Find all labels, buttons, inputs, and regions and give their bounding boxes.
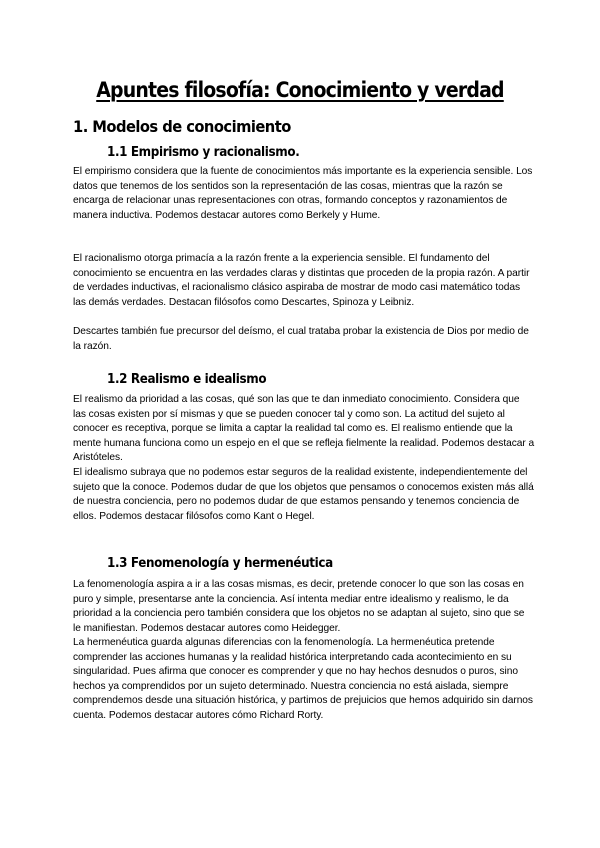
paragraph-fenomenologia: La fenomenología aspira a ir a las cosas mismas, es decir, pretende conocer lo que son las cosas en puro y simple, presentarse ante la conciencia. Así intenta mediar entre idealismo y realismo, le da prioridad a la conciencia pero también considera que los objetos no se adaptan al sujeto, sino que se le manifiestan. Podemos destacar autores como Heidegger.	[73, 579, 525, 634]
paragraph-hermeneutica: La hermenéutica guarda algunas diferencias con la fenomenología. La hermenéutica pretende comprender las acciones humanas y la realidad histórica interpretando cada acontecimiento en su singularidad. Pues afirma que conocer es comprender y que no hay hechos desnudos o puros, sino hechos ya comprendidos por un sujeto determinado. Nuestra conciencia no está aislada, siempre comprendemos desde una situación histórica, y partimos de prejuicios que hemos adquirido sin darnos cuenta. Podemos destacar autores cómo Richard Rorty.	[73, 637, 533, 721]
paragraph-idealismo: El idealismo subraya que no podemos estar seguros de la realidad existente, independientemente del sujeto que la conoce. Podemos dudar de que los objetos que pensamos o conocemos existen más allá de nuestra conciencia, pero no podemos dudar de que estamos pensando y tenemos conciencia de ellos. Podemos destacar filósofos como Kant o Hegel.	[73, 467, 534, 522]
subsection-heading-fenomenologia: 1.3 Fenomenología y hermenéutica	[107, 556, 333, 571]
subsection-heading-realismo: 1.2 Realismo e idealismo	[107, 372, 267, 387]
paragraph-empirismo: El empirismo considera que la fuente de conocimientos más importante es la experiencia sensible. Los datos que tenemos de los sentidos son la representación de las cosas, mientras que la razón se encarga de relacionar unas representaciones con otras, formando conceptos y razonamientos de manera inductiva. Podemos destacar autores como Berkely y Hume.	[73, 166, 533, 221]
document-title: Apuntes filosofía: Conocimiento y verdad	[96, 78, 504, 102]
paragraph-realismo: El realismo da prioridad a las cosas, qué son las que te dan inmediato conocimiento. Considera que las cosas existen por sí mismas y que se pueden conocer tal y como son. La actitud del sujeto al conocer es receptiva, porque se limita a captar la realidad tal como es. El realismo entiende que la mente humana funciona como un espejo en el que se refleja fielmente la realidad. Podemos destacar a Aristóteles.	[73, 394, 535, 463]
section-heading-modelos: 1. Modelos de conocimiento	[73, 117, 291, 136]
subsection-heading-empirismo: 1.1 Empirismo y racionalismo.	[107, 145, 300, 160]
paragraph-descartes: Descartes también fue precursor del deísmo, el cual trataba probar la existencia de Dios por medio de la razón.	[73, 326, 529, 352]
paragraph-racionalismo: El racionalismo otorga primacía a la razón frente a la experiencia sensible. El fundamento del conocimiento se encuentra en las verdades claras y distintas que proceden de la propia razón. A partir de verdades inductivas, el racionalismo clásico aspiraba de mostrar de modo casi matemático todas las demás verdades. Destacan filósofos como Descartes, Spinoza y Leibniz.	[73, 253, 530, 308]
